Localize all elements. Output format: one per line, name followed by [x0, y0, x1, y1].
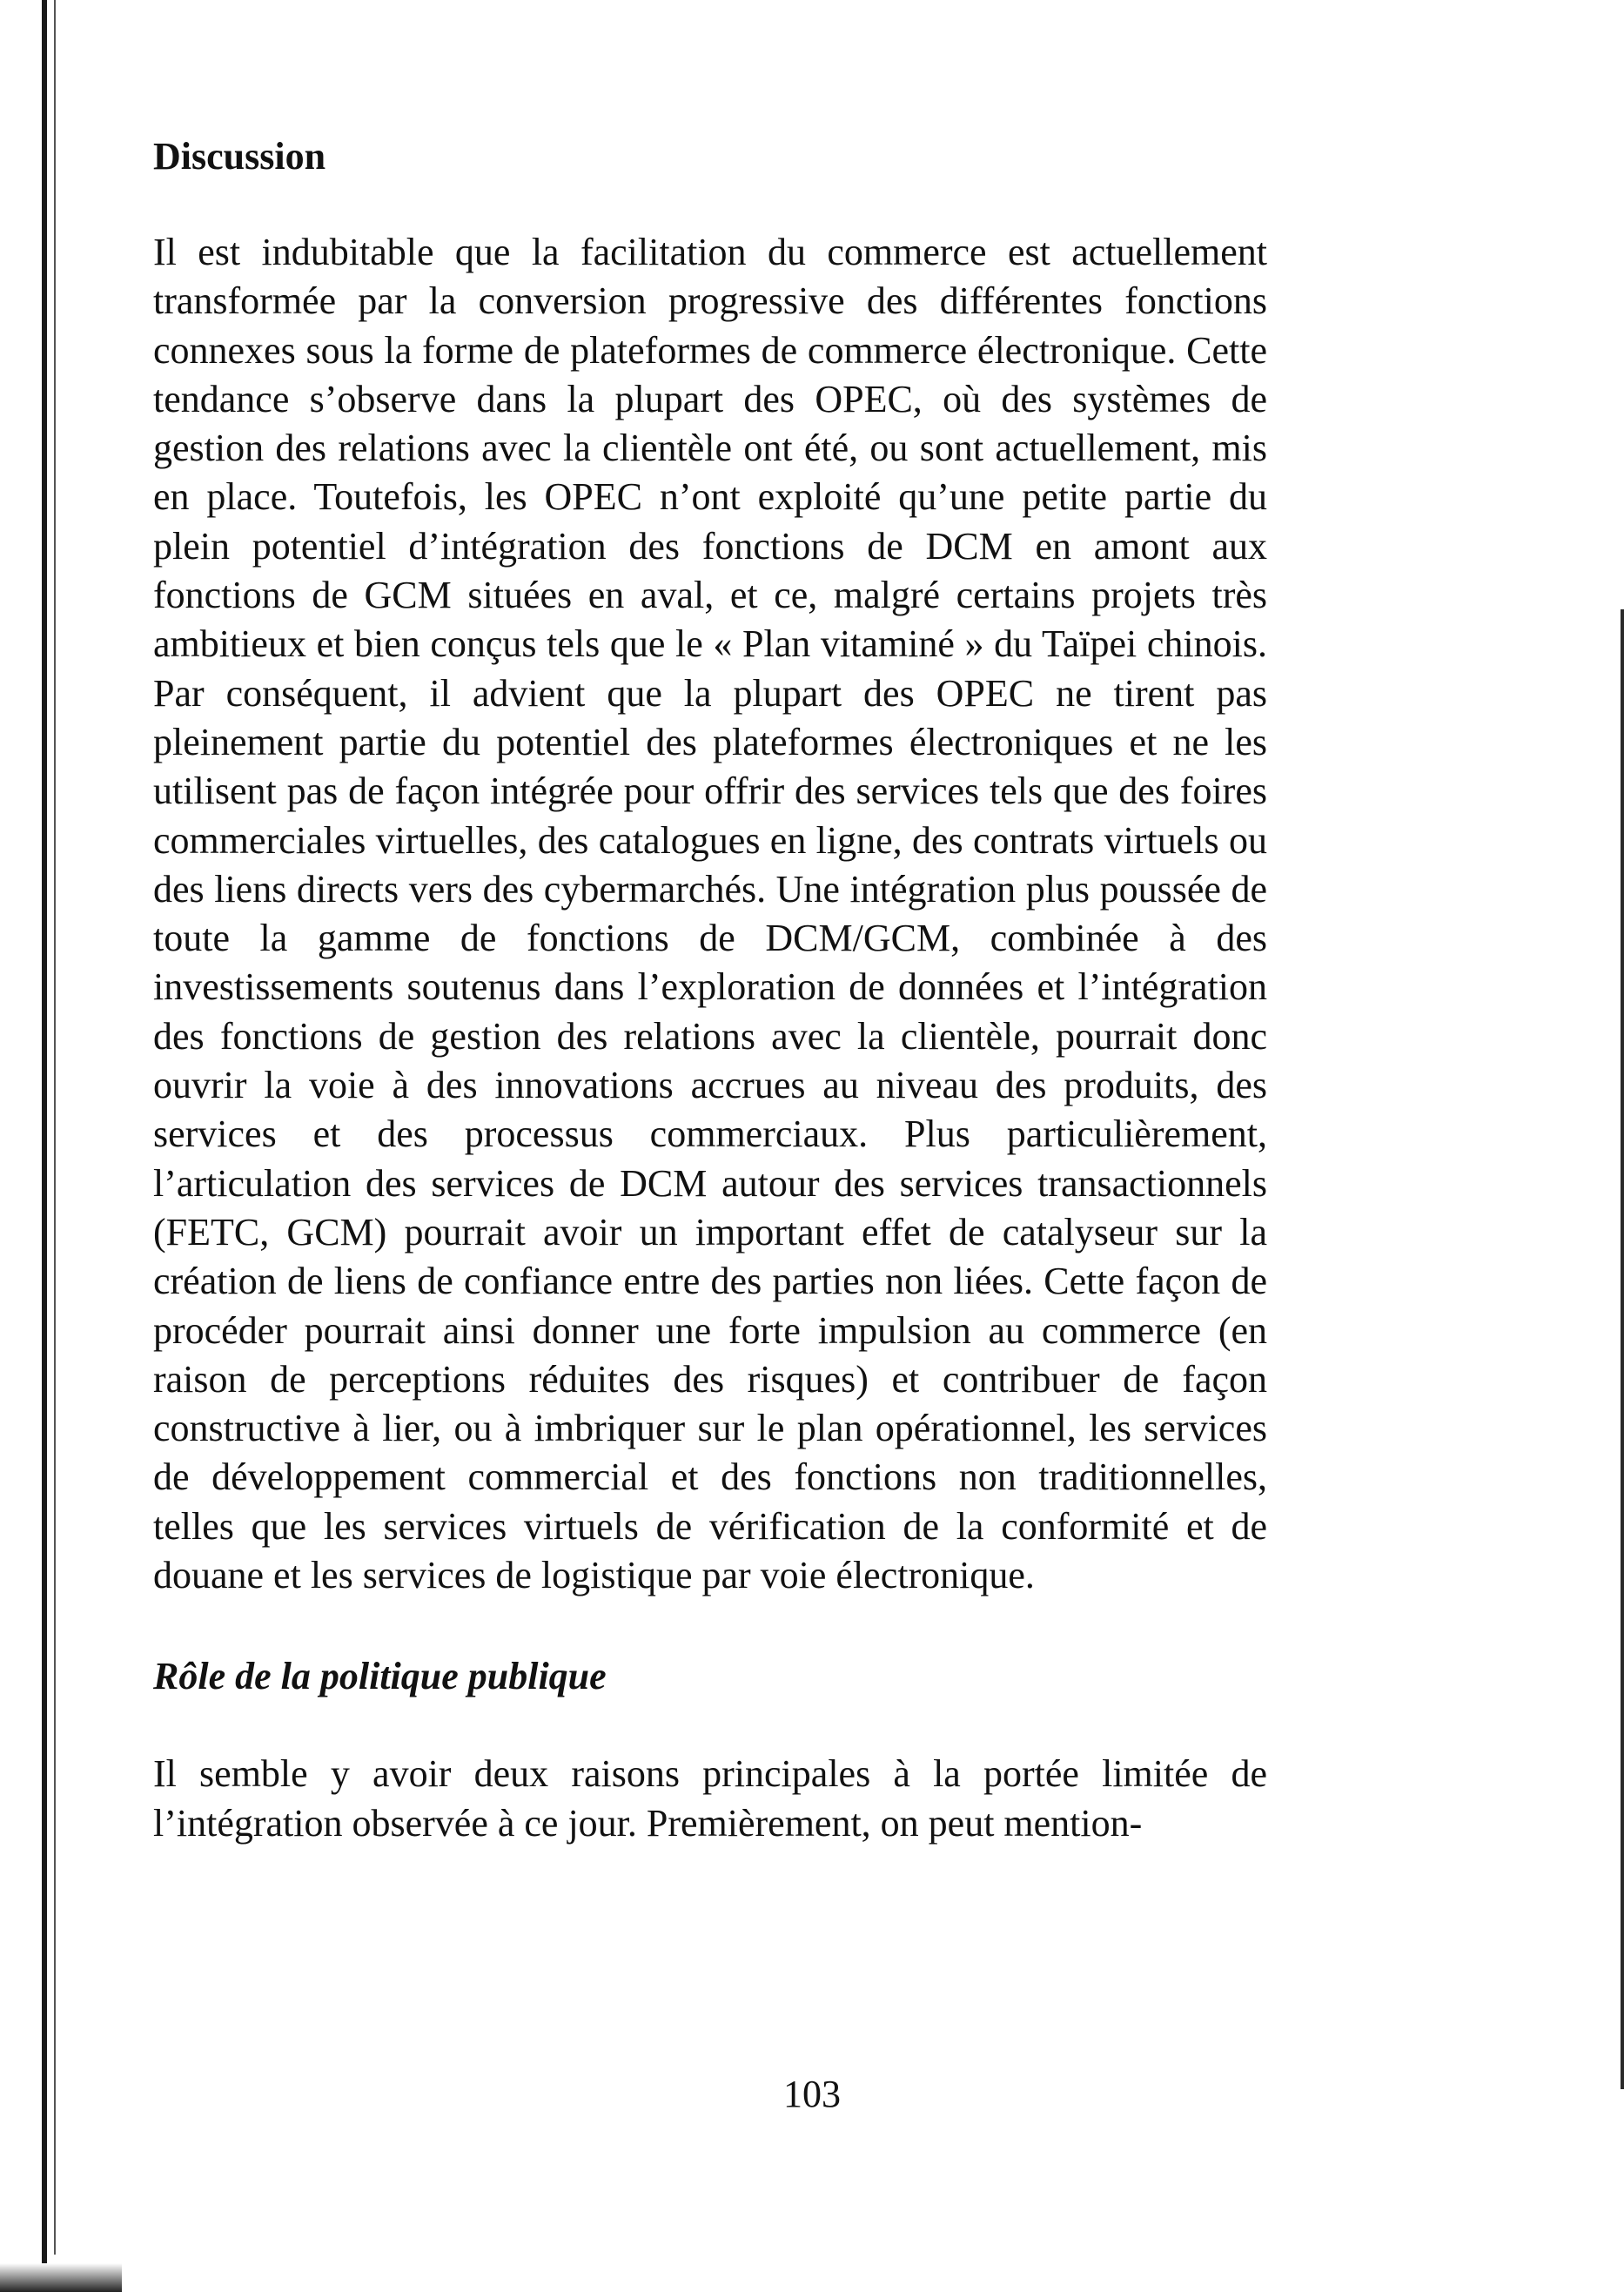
page-content	[153, 131, 1267, 1848]
binding-edge-inner	[54, 0, 56, 2255]
section-paragraph: Il est indubitable que la facilitation du commerce est actuellement transformée par la conversion progressive des différentes fonctions connexes sous la forme de plateformes de commerce électronique. Cette tendance s’observe dans la plupart des OPEC, où des systèmes de gestion des relations avec la clientèle ont été, ou sont actuellement, mis en place. Toutefois, les OPEC n’ont exploité qu’une petite partie du plein potentiel d’intégration des fonctions de DCM en amont aux fonctions de GCM situées en aval, et ce, malgré certains projets très ambitieux et bien conçus tels que le « Plan vitaminé » du Taïpei chinois. Par conséquent, il advient que la plupart des OPEC ne tirent pas pleinement partie du potentiel des plateformes électroniques et ne les utilisent pas de façon intégrée pour offrir des services tels que des foires commerciales virtuelles, des catalogues en ligne, des contrats virtuels ou des liens directs vers des cybermarchés. Une intégration plus poussée de toute la gamme de fonctions de DCM/GCM, combinée à des investissements soutenus dans l’exploration de données et l’intégration des fonctions de gestion des relations avec la clientèle, pourrait donc ouvrir la voie à des innovations accrues au niveau des produits, des services et des processus commerciaux. Plus particulièrement, l’articulation des services de DCM autour des services transactionnels (FETC, GCM) pourrait avoir un important effet de catalyseur sur la création de liens de confiance entre des parties non liées. Cette façon de procéder pourrait ainsi donner une forte impulsion au commerce (en raison de perceptions réduites des risques) et contribuer de façon constructive à lier, ou à imbriquer sur le plan opérationnel, les services de développement commercial et des fonctions non traditionnelles, telles que les services virtuels de vérification de la conformité et de douane et les services de logistique par voie électronique.	[153, 231, 1267, 1597]
page-number: 103	[783, 2073, 841, 2115]
page-edge-right	[1621, 609, 1624, 2089]
section-heading: Discussion	[153, 135, 326, 178]
subsection-heading: Rôle de la politique publique	[153, 1655, 607, 1698]
binding-shadow	[0, 2263, 122, 2292]
subsection-paragraph: Il semble y avoir deux raisons principales à la portée limitée de l’intégration observée à ce jour. Premièrement, on peut mention-	[153, 1752, 1267, 1845]
binding-edge	[42, 0, 47, 2263]
